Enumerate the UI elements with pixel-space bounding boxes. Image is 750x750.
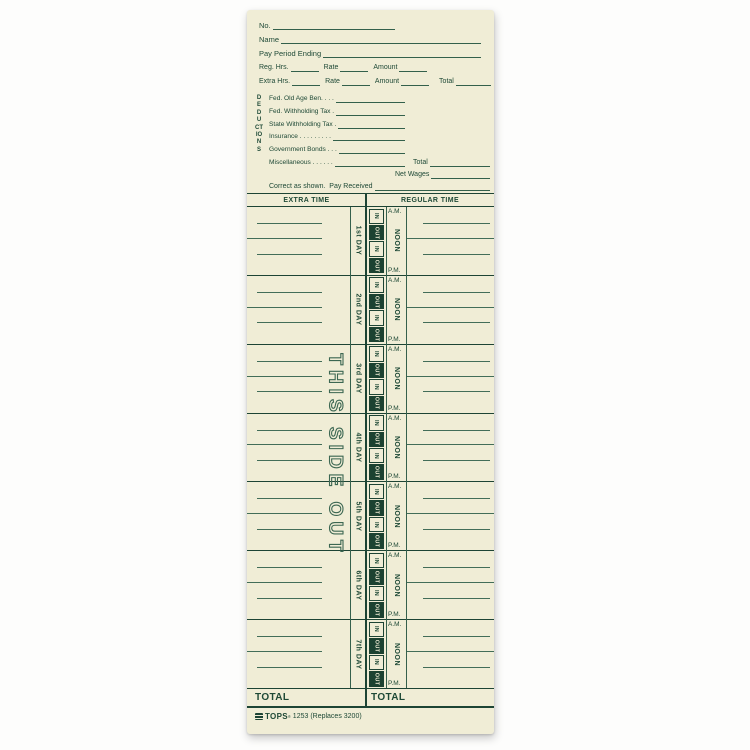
day-block-6 <box>247 551 494 620</box>
extra-time-line <box>257 529 322 530</box>
no-label: No. <box>259 21 271 30</box>
rate-label-2: Rate <box>325 78 340 85</box>
deduction-blank-line <box>335 159 405 167</box>
regular-time-total-label: TOTAL <box>371 692 406 703</box>
pm-label: P.M. <box>388 266 401 274</box>
am-label: A.M. <box>388 276 402 284</box>
punch-out-cell: OUT <box>369 569 384 584</box>
day-label: 1st DAY <box>354 226 362 256</box>
punch-in-cell: IN <box>369 553 384 568</box>
period-column <box>386 620 406 688</box>
reg-hrs-row <box>259 63 431 72</box>
punch-column-rule <box>386 207 387 688</box>
punch-in-cell: IN <box>369 415 384 430</box>
regular-time-line <box>423 598 490 599</box>
deductions-total-label: Total <box>413 159 428 166</box>
deduction-row <box>269 120 405 129</box>
punch-out-cell: OUT <box>369 533 384 548</box>
period-column <box>386 345 406 413</box>
regular-time-line <box>407 376 494 377</box>
regular-time-line <box>423 430 490 431</box>
noon-label: NOON <box>392 642 400 666</box>
am-label: A.M. <box>388 345 402 353</box>
extra-time-line <box>257 254 322 255</box>
am-label: A.M. <box>388 208 402 215</box>
punch-column <box>368 414 386 482</box>
punch-out-cell: OUT <box>369 363 384 378</box>
pay-period-label: Pay Period Ending <box>259 49 322 58</box>
regular-time-line <box>423 636 490 637</box>
noon-label: NOON <box>392 504 400 528</box>
regular-time-line <box>423 254 490 255</box>
deduction-label: Government Bonds . . . <box>269 146 337 154</box>
regular-time-line <box>423 391 490 392</box>
pay-period-blank-line <box>323 50 481 58</box>
extra-time-line <box>247 582 322 583</box>
regular-time-line <box>423 292 490 293</box>
deduction-row <box>269 145 405 154</box>
deduction-row <box>269 107 405 116</box>
punch-in-cell: IN <box>369 655 384 670</box>
total-label-top: Total <box>439 78 454 85</box>
extra-time-line <box>247 376 322 377</box>
noon-label: NOON <box>392 435 400 459</box>
extra-time-line <box>257 567 322 568</box>
regular-time-line <box>423 498 490 499</box>
center-divider-rule <box>365 193 367 708</box>
extra-time-line <box>257 598 322 599</box>
day-label: 7th DAY <box>354 639 362 670</box>
extra-time-line <box>257 322 322 323</box>
extra-time-header: EXTRA TIME <box>283 196 330 204</box>
punch-out-cell: OUT <box>369 432 384 447</box>
punch-column <box>368 276 386 344</box>
punch-column <box>368 207 386 275</box>
extra-time-line <box>257 223 322 224</box>
regular-time-line <box>423 322 490 323</box>
name-field-row <box>259 35 481 44</box>
deduction-blank-line <box>336 95 405 103</box>
punch-in-cell: IN <box>369 310 384 325</box>
extra-time-line <box>257 361 322 362</box>
punch-column <box>368 551 386 619</box>
reg-hrs-label: Reg. Hrs. <box>259 64 289 71</box>
day-block-2 <box>247 276 494 345</box>
pm-label: P.M. <box>388 404 401 412</box>
net-wages-row <box>395 170 490 179</box>
day-column-rule <box>350 207 351 688</box>
pay-period-field-row <box>259 49 481 58</box>
pm-label: P.M. <box>388 542 401 550</box>
punch-out-cell: OUT <box>369 671 384 686</box>
punch-in-cell: IN <box>369 622 384 637</box>
regular-time-line <box>423 529 490 530</box>
day-label: 4th DAY <box>354 432 362 463</box>
deduction-label: Fed. Withholding Tax . <box>269 107 335 115</box>
punch-out-cell: OUT <box>369 294 384 309</box>
punch-out-cell: OUT <box>369 500 384 515</box>
am-label: A.M. <box>388 414 402 422</box>
punch-out-cell: OUT <box>369 464 384 479</box>
regular-time-line <box>423 460 490 461</box>
extra-time-line <box>257 636 322 637</box>
regular-time-header: REGULAR TIME <box>400 196 460 204</box>
extra-time-line <box>247 651 322 652</box>
period-column <box>386 551 406 619</box>
deduction-blank-line <box>338 121 405 129</box>
extra-time-line <box>247 238 322 239</box>
punch-in-cell: IN <box>369 346 384 361</box>
deduction-row <box>269 158 405 167</box>
form-number: 1253 (Replaces 3200) <box>292 713 362 720</box>
extra-hrs-label: Extra Hrs. <box>259 78 291 85</box>
punch-in-cell: IN <box>369 241 384 256</box>
extra-time-line <box>247 444 322 445</box>
pm-label: P.M. <box>388 473 401 481</box>
day-block-1 <box>247 207 494 276</box>
no-blank-line <box>273 22 395 30</box>
regular-time-line <box>407 582 494 583</box>
deduction-label: Fed. Old Age Ben. . . . <box>269 95 334 102</box>
noon-label: NOON <box>392 229 400 253</box>
total-row <box>247 688 494 708</box>
punch-in-cell: IN <box>369 586 384 601</box>
deduction-label: State Withholding Tax . <box>269 120 337 128</box>
time-card <box>247 10 494 734</box>
name-blank-line <box>281 36 481 44</box>
extra-time-line <box>247 307 322 308</box>
pm-label: P.M. <box>388 335 401 343</box>
extra-time-line <box>257 498 322 499</box>
deduction-blank-line <box>333 133 405 141</box>
punch-in-cell: IN <box>369 277 384 292</box>
extra-time-line <box>247 513 322 514</box>
punch-in-cell: IN <box>369 484 384 499</box>
deduction-blank-line <box>339 146 405 154</box>
period-column <box>386 276 406 344</box>
time-grid-header <box>247 193 494 207</box>
deduction-label: Insurance . . . . . . . . . <box>269 133 331 141</box>
punch-out-cell: OUT <box>369 638 384 653</box>
am-label: A.M. <box>388 483 402 491</box>
punch-column <box>368 345 386 413</box>
day-label: 6th DAY <box>354 570 362 601</box>
am-label: A.M. <box>388 621 402 629</box>
day-blocks <box>247 207 494 688</box>
punch-out-cell: OUT <box>369 327 384 342</box>
certification-row <box>269 182 490 191</box>
name-label: Name <box>259 35 280 44</box>
extra-time-total-label: TOTAL <box>255 692 290 703</box>
regular-time-line <box>423 361 490 362</box>
am-label: A.M. <box>388 552 402 560</box>
noon-label: NOON <box>392 367 400 391</box>
extra-hrs-row <box>259 77 491 86</box>
footer <box>255 712 362 721</box>
punch-column <box>368 620 386 688</box>
day-block-3 <box>247 345 494 414</box>
extra-time-line <box>257 292 322 293</box>
rate-label: Rate <box>323 64 339 71</box>
regular-time-line <box>407 444 494 445</box>
regular-time-line <box>407 513 494 514</box>
punch-column <box>368 482 386 550</box>
regular-time-line <box>407 238 494 239</box>
period-column <box>386 207 406 275</box>
extra-time-line <box>257 667 322 668</box>
punch-in-cell: IN <box>369 517 384 532</box>
regular-time-line <box>423 567 490 568</box>
punch-out-cell: OUT <box>369 602 384 617</box>
no-field-row <box>259 21 395 30</box>
brand-name: TOPS <box>265 712 288 721</box>
amount-label-2: Amount <box>374 78 400 85</box>
day-block-7 <box>247 620 494 688</box>
period-column-rule <box>406 207 407 688</box>
extra-time-line <box>257 430 322 431</box>
this-side-out-text: THIS SIDE OUT <box>325 353 347 557</box>
punch-in-cell: IN <box>369 448 384 463</box>
tops-logo-icon <box>255 713 263 720</box>
day-label: 5th DAY <box>354 501 362 532</box>
punch-in-cell: IN <box>369 379 384 394</box>
amount-label: Amount <box>373 64 398 71</box>
deduction-row <box>269 132 405 141</box>
registered-mark: ® <box>287 714 291 719</box>
regular-time-line <box>423 667 490 668</box>
deduction-blank-line <box>336 108 405 116</box>
pm-label: P.M. <box>388 680 401 688</box>
day-label: 3rd DAY <box>354 363 362 394</box>
extra-time-line <box>257 391 322 392</box>
deductions-total-row <box>413 158 490 167</box>
regular-time-line <box>407 651 494 652</box>
noon-label: NOON <box>392 298 400 322</box>
day-label: 2nd DAY <box>354 293 362 326</box>
deduction-label: Miscellaneous . . . . . . <box>269 159 333 166</box>
pm-label: P.M. <box>388 611 401 619</box>
day-block-4 <box>247 414 494 483</box>
punch-out-cell: OUT <box>369 225 384 240</box>
day-block-5 <box>247 482 494 551</box>
period-column <box>386 482 406 550</box>
noon-label: NOON <box>392 573 400 597</box>
regular-time-line <box>407 307 494 308</box>
punch-out-cell: OUT <box>369 396 384 411</box>
time-grid <box>247 193 494 708</box>
regular-time-line <box>423 223 490 224</box>
extra-time-line <box>257 460 322 461</box>
deductions-vertical-label: DEDUCTIONS <box>255 95 263 153</box>
net-wages-label: Net Wages <box>395 171 430 178</box>
punch-out-cell: OUT <box>369 258 384 273</box>
deduction-row <box>269 94 405 103</box>
punch-in-cell: IN <box>369 209 384 224</box>
certification-label: Correct as shown. Pay Received <box>269 183 373 190</box>
period-column <box>386 414 406 482</box>
